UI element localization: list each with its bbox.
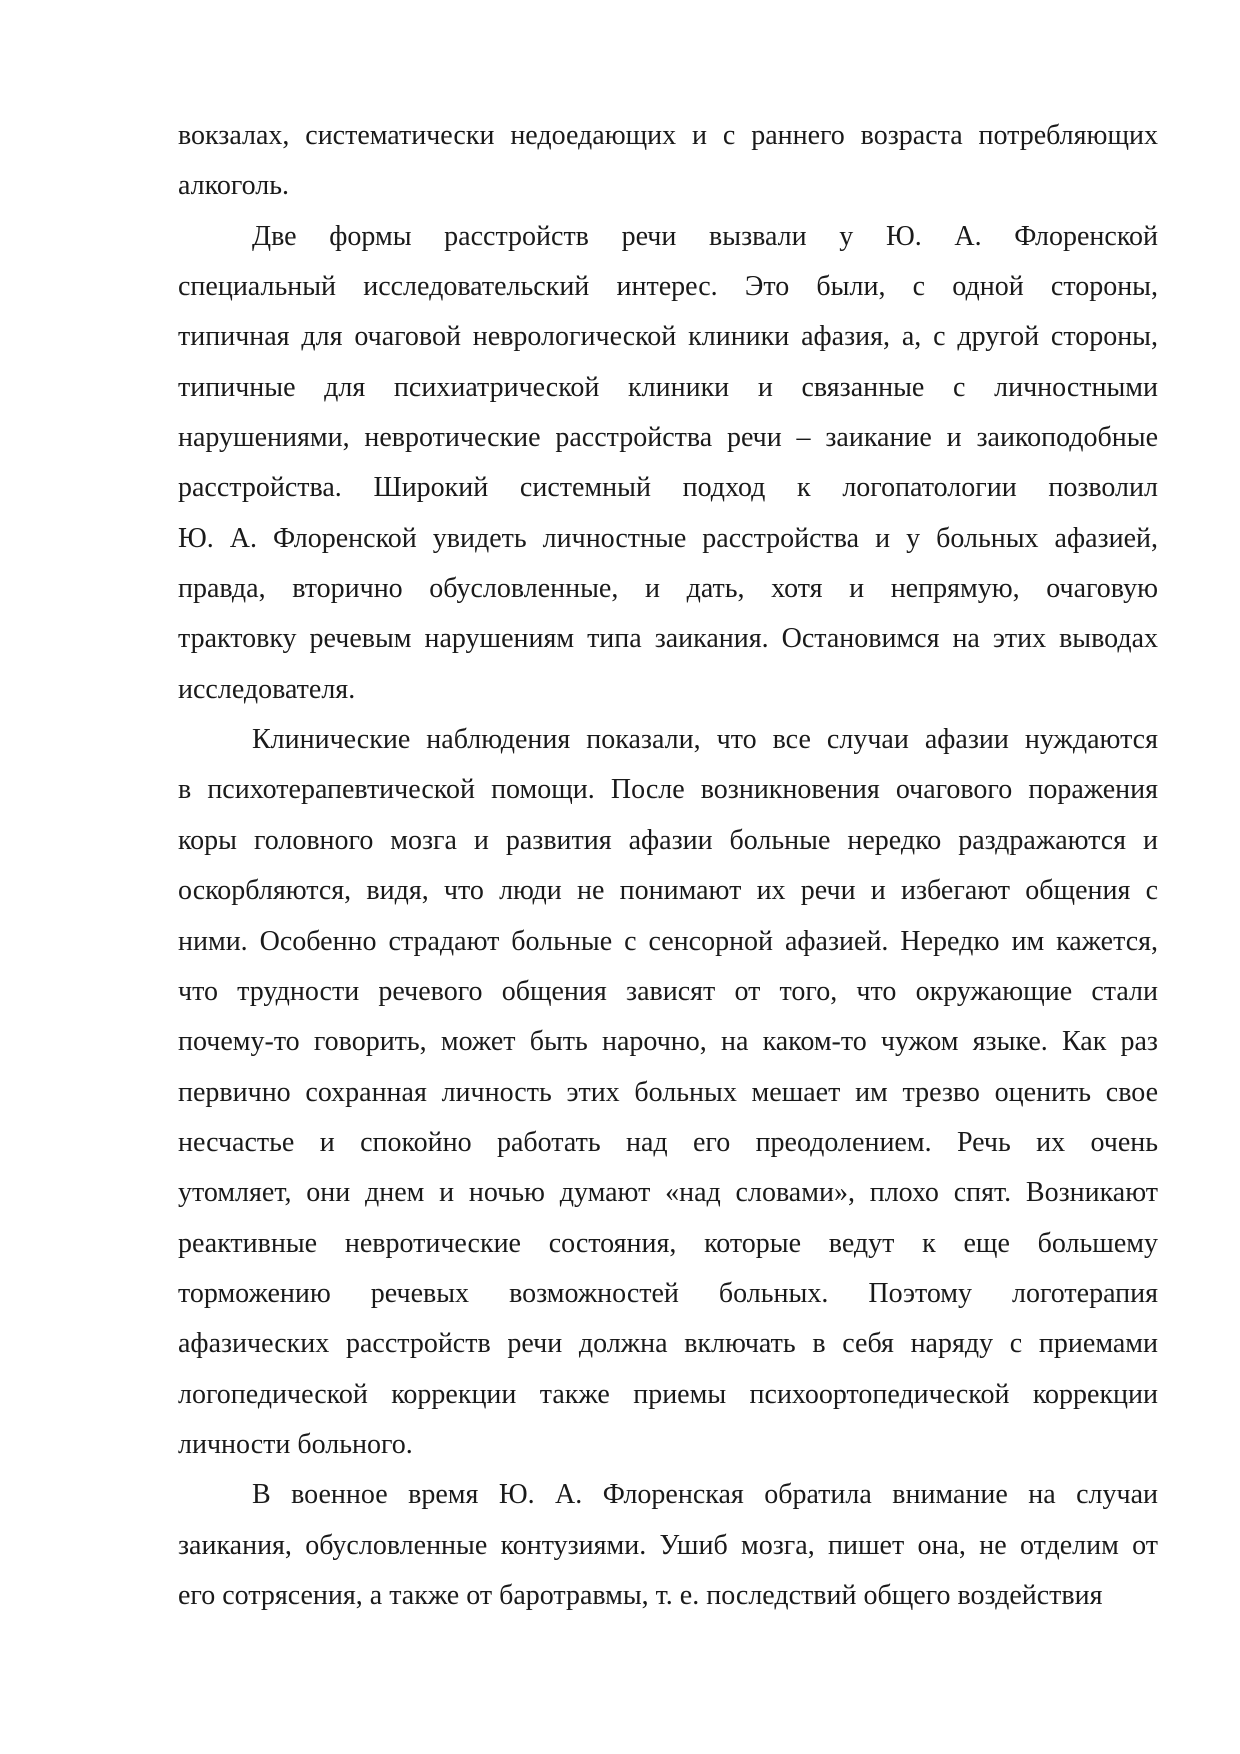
text-line: правда, вторично обусловленные, и дать, хотя и непрямую, очаговую [178, 573, 1158, 605]
paragraph [178, 111, 1158, 212]
text-line: алкоголь. [178, 170, 289, 202]
text-line: Клинические наблюдения показали, что все случаи афазии нуждаются [252, 724, 1158, 756]
text-line: Две формы расстройств речи вызвали у Ю. А. Флоренской [252, 220, 1158, 252]
text-line: его сотрясения, а также от баротравмы, т. е. последствий общего воздействия [178, 1579, 1103, 1611]
text-line: первично сохранная личность этих больных мешает им трезво оценить свое [178, 1076, 1158, 1108]
text-line: В военное время Ю. А. Флоренская обратила внимание на случаи [252, 1479, 1158, 1511]
text-line: оскорбляются, видя, что люди не понимают их речи и избегают общения с [178, 875, 1158, 907]
text-line: что трудности речевого общения зависят от того, что окружающие стали [178, 975, 1158, 1007]
text-line: типичная для очаговой неврологической клиники афазия, а, с другой стороны, [178, 321, 1158, 353]
text-line: утомляет, они днем и ночью думают «над словами», плохо спят. Возникают [178, 1177, 1158, 1209]
paragraph [178, 212, 1158, 715]
text-line: исследователя. [178, 673, 356, 705]
text-line: в психотерапевтической помощи. После возникновения очагового поражения [178, 774, 1158, 806]
document-body [178, 111, 1158, 1621]
text-line: почему-то говорить, может быть нарочно, на каком-то чужом языке. Как раз [178, 1026, 1158, 1058]
text-line: ними. Особенно страдают больные с сенсорной афазией. Нередко им кажется, [178, 925, 1158, 957]
text-line: типичные для психиатрической клиники и связанные с личностными [178, 371, 1158, 403]
text-line: реактивные невротические состояния, которые ведут к еще большему [178, 1227, 1158, 1259]
paragraph [178, 1470, 1158, 1621]
text-line: коры головного мозга и развития афазии больные нередко раздражаются и [178, 824, 1158, 856]
text-line: специальный исследовательский интерес. Это были, с одной стороны, [178, 271, 1158, 303]
text-line: расстройства. Широкий системный подход к логопатологии позволил [178, 472, 1158, 504]
text-line: нарушениями, невротические расстройства речи – заикание и заикоподобные [178, 422, 1158, 454]
text-line: вокзалах, систематически недоедающих и с раннего возраста потребляющих [178, 120, 1158, 151]
text-line: личности больного. [178, 1428, 413, 1460]
paragraph [178, 715, 1158, 1470]
text-line: торможению речевых возможностей больных. Поэтому логотерапия [178, 1277, 1158, 1309]
text-line: несчастье и спокойно работать над его преодолением. Речь их очень [178, 1126, 1158, 1158]
text-line: логопедической коррекции также приемы психоортопедической коррекции [178, 1378, 1158, 1410]
text-line: афазических расстройств речи должна включать в себя наряду с приемами [178, 1328, 1158, 1360]
text-line: Ю. А. Флоренской увидеть личностные расстройства и у больных афазией, [178, 522, 1158, 554]
text-line: заикания, обусловленные контузиями. Ушиб мозга, пишет она, не отделим от [178, 1529, 1158, 1561]
text-line: трактовку речевым нарушениям типа заикания. Остановимся на этих выводах [178, 623, 1158, 655]
